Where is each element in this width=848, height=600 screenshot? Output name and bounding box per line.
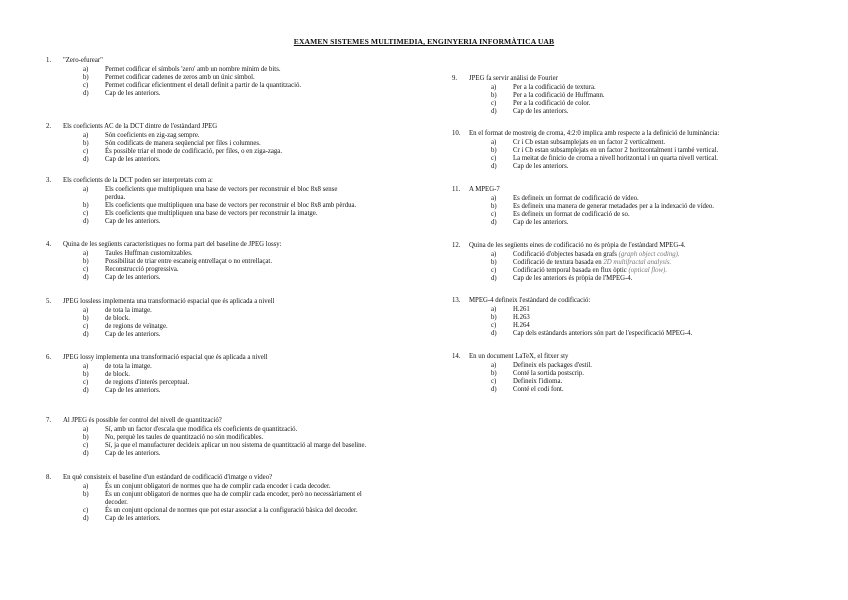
option-text: H.264	[513, 322, 530, 329]
option-label: c)	[491, 100, 497, 107]
option-text-line	[513, 267, 667, 275]
option-label: c)	[83, 507, 89, 515]
option-text: Reconstrucció progressiva.	[105, 266, 179, 273]
question-text: JPEG fa servir anàlisi de Fourier	[469, 75, 558, 82]
question-number: 7.	[46, 417, 52, 424]
option-text: Els coeficients que multipliquen una base de vectors per reconstruir la imatge.	[105, 210, 318, 218]
option-text: Cap de les anteriors.	[105, 450, 161, 458]
option-text-line	[513, 251, 680, 259]
option-label: b)	[83, 139, 89, 147]
option-label: d)	[491, 163, 497, 171]
option-text: de regions d'interès perceptual.	[105, 379, 190, 386]
option-label: c)	[491, 211, 497, 218]
option-text: És un conjunt obligatori de normes que ha de complir cada encoder i cada decoder.	[105, 482, 331, 490]
option-label: c)	[83, 442, 89, 449]
option-text: Conté el codi font.	[513, 386, 564, 394]
option-text: Permet codificar el símbols 'zero' amb un nombre mínim de bits.	[105, 65, 281, 73]
question-number: 2.	[46, 123, 52, 130]
option-text: Conté la sortida postscrip.	[513, 369, 584, 377]
question-text: A MPEG-7	[469, 186, 500, 193]
option-label: a)	[491, 361, 497, 369]
option-label: d)	[83, 274, 89, 282]
option-text: Cr i Cb estan subsamplejats en un factor 2 horitzontalment i també vertical.	[513, 146, 719, 154]
question-number: 4.	[46, 241, 52, 248]
question-text: En un document LaTeX, el fitxer sty	[469, 353, 569, 360]
option-text-line	[513, 259, 671, 267]
option-text: Cap de les anteriors.	[105, 274, 161, 282]
option-label: b)	[491, 258, 497, 266]
option-text: de regions de veïnatge.	[105, 323, 168, 330]
option-label: d)	[83, 156, 89, 164]
option-text: de tota la imatge.	[105, 362, 152, 370]
option-text: Sí, ja que el manufacturer decideix aplicar un nou sistema de quantització al marge del baseline.	[105, 442, 367, 449]
option-label: d)	[83, 387, 89, 395]
option-label: b)	[491, 146, 497, 154]
page-title: EXAMEN SISTEMES MULTIMEDIA, ENGINYERIA INFORMÀTICA UAB	[293, 37, 555, 46]
question-text: Quina de les següents característiques no forma part del baseline de JPEG lossy:	[63, 241, 282, 248]
question-text: Quina de les següents eines de codificació no és pròpia de l'estàndard MPEG-4.	[469, 242, 686, 249]
option-text: Són codificats de manera seqüencial per files i columnes.	[105, 139, 261, 147]
question-number: 12.	[452, 242, 461, 249]
option-label: c)	[83, 323, 89, 330]
option-text: Defineix els packages d'estil.	[513, 361, 592, 369]
option-label: d)	[83, 515, 89, 523]
option-text: Es defineix una manera de generar metadades per a la indexació de vídeo.	[513, 202, 714, 210]
question-text: MPEG-4 defineix l'estàndard de codificació:	[469, 297, 591, 304]
option-text: Cap de les anteriors.	[105, 515, 161, 523]
option-label: d)	[491, 386, 497, 394]
option-label: b)	[83, 490, 89, 498]
option-label: c)	[491, 155, 497, 162]
option-text: Els coeficients que multipliquen una base de vectors per reconstruir el bloc 8x8 amb pèrdua.	[105, 202, 357, 209]
option-label: c)	[83, 82, 89, 89]
option-text: És un conjunt obligatori de normes que ha de complir cada encoder, però no necessàriament el	[105, 490, 362, 498]
question-number: 3.	[46, 177, 52, 184]
question-text: "Zero-efurear"	[63, 57, 103, 64]
option-text: Per a la codificació de color.	[513, 100, 591, 107]
option-text: Codificació d'objectes basada en grafs	[513, 250, 617, 258]
option-label: a)	[491, 83, 497, 91]
option-label: a)	[491, 305, 497, 313]
option-text: de block.	[105, 370, 130, 378]
option-text: Cap de les anteriors és pròpia de l'MPEG-4.	[513, 275, 633, 283]
option-label: a)	[83, 65, 89, 73]
option-text: És un conjunt opcional de normes que pot estar associat a la configuració bàsica del decoder.	[105, 507, 358, 515]
option-label: c)	[491, 378, 497, 385]
option-text: Cap de les anteriors.	[105, 331, 161, 339]
option-label: d)	[83, 450, 89, 458]
question-text: En què consisteix el baseline d'un estàndard de codificació d'imatge o vídeo?	[63, 474, 273, 481]
option-label: c)	[491, 322, 497, 329]
option-text: Els coeficients que multipliquen una base de vectors per reconstruir el bloc 8x8 sense	[105, 185, 338, 193]
option-label: b)	[83, 433, 89, 441]
option-label: a)	[83, 482, 89, 490]
option-label: c)	[83, 148, 89, 155]
option-label: c)	[83, 266, 89, 273]
option-text: Cap de les anteriors.	[105, 90, 161, 98]
option-label: a)	[83, 425, 89, 433]
option-text: No, perquè les taules de quantització no són modificables.	[105, 433, 264, 441]
option-text: Cap de les anteriors.	[513, 219, 569, 227]
question-text: JPEG lossless implementa una transformació espacial que és aplicada a nivell	[63, 298, 275, 305]
option-label: d)	[83, 331, 89, 339]
option-text: decoder.	[105, 498, 128, 506]
question-number: 14.	[452, 353, 461, 360]
question-number: 1.	[46, 57, 52, 64]
question-number: 13.	[452, 297, 461, 304]
option-label: b)	[83, 202, 89, 209]
question-text: Els coeficients AC de la DCT dintre de l'estàndard JPEG	[63, 123, 218, 130]
option-label: b)	[83, 370, 89, 378]
question-number: 9.	[452, 75, 458, 82]
option-label: b)	[491, 369, 497, 377]
option-label: d)	[83, 218, 89, 226]
question-text: Al JPEG és possible fer control del nivell de quantització?	[63, 417, 222, 424]
option-text: És possible triar el mode de codificació, per files, o en ziga-zaga.	[105, 148, 283, 155]
option-text: Sí, amb un factor d'escala que modifica els coeficients de quantització.	[105, 425, 298, 433]
option-label: a)	[491, 194, 497, 202]
option-label: b)	[83, 314, 89, 322]
option-note: (graph object coding).	[616, 250, 680, 258]
option-label: c)	[83, 210, 89, 218]
option-text: de tota la imatge.	[105, 306, 152, 314]
question-number: 8.	[46, 474, 52, 481]
question-number: 5.	[46, 298, 52, 305]
question-text: Els coeficients de la DCT poden ser interpretats com a:	[63, 177, 213, 184]
option-text: de block.	[105, 314, 130, 322]
option-text: Defineix l'idioma.	[513, 378, 563, 385]
option-text: Taules Huffman customitzables.	[105, 249, 193, 257]
option-label: a)	[491, 138, 497, 146]
option-label: d)	[491, 219, 497, 227]
option-text: Cap de les anteriors.	[105, 218, 161, 226]
option-label: c)	[83, 379, 89, 386]
option-text: H.263	[513, 313, 530, 321]
option-text: Cap de les anteriors.	[513, 163, 569, 171]
option-text: Són coeficients en zig-zag sempre.	[105, 131, 200, 139]
option-text: perdua.	[105, 193, 126, 201]
option-text: Per a la codificació de Huffmann.	[513, 91, 605, 99]
option-text: Cap dels estàndards anteriors són part de l'especificació MPEG-4.	[513, 330, 693, 338]
option-text: H.261	[513, 305, 530, 313]
option-label: b)	[83, 73, 89, 81]
option-label: c)	[491, 267, 497, 274]
option-text: La meitat de finicio de croma a nivell horitzontal i un quarta nivell vertical.	[513, 155, 718, 162]
option-text: Cr i Cb estan subsamplejats en un factor 2 verticalment.	[513, 138, 666, 146]
option-label: b)	[491, 313, 497, 321]
option-label: b)	[491, 91, 497, 99]
question-number: 11.	[452, 186, 461, 193]
question-text: En el format de mostreig de croma, 4:2:0 implica amb respecte a la definició de luminància:	[469, 130, 720, 137]
option-label: b)	[83, 257, 89, 265]
option-text: Es defineix un format de codificació de vídeo.	[513, 194, 639, 202]
option-label: d)	[83, 90, 89, 98]
option-label: a)	[83, 249, 89, 257]
question-number: 6.	[46, 354, 52, 361]
option-text: Permet codificar eficientment el detall definit a partir de la quantització.	[105, 82, 302, 89]
option-label: d)	[491, 275, 497, 283]
option-text: Cap de les anteriors.	[105, 156, 161, 164]
option-text: Codificació de textura basada en	[513, 258, 602, 266]
option-label: a)	[491, 250, 497, 258]
question-text: JPEG lossy implementa una transformació espacial que és aplicada a nivell	[63, 354, 268, 361]
option-note: 2D multifractal analysis.	[601, 258, 672, 266]
option-label: a)	[83, 306, 89, 314]
option-text: Cap de les anteriors.	[105, 387, 161, 395]
option-text: Es defineix un format de codificació de so.	[513, 211, 630, 218]
option-text: Possibilitat de triar entre escaneig entrellaçat o no entrellaçat.	[105, 257, 273, 265]
option-label: b)	[491, 202, 497, 210]
option-label: a)	[83, 185, 89, 193]
option-label: a)	[83, 131, 89, 139]
option-note: (optical flow).	[626, 267, 668, 274]
option-text: Permet codificar cadenes de zeros amb un únic símbol.	[105, 73, 255, 81]
question-number: 10.	[452, 130, 461, 137]
option-label: d)	[491, 330, 497, 338]
option-text: Cap de les anteriors.	[513, 108, 569, 116]
option-text: Per a la codificació de textura.	[513, 83, 596, 91]
option-text: Codificació temporal basada en flux òptic	[513, 267, 627, 274]
option-label: a)	[83, 362, 89, 370]
option-label: d)	[491, 108, 497, 116]
